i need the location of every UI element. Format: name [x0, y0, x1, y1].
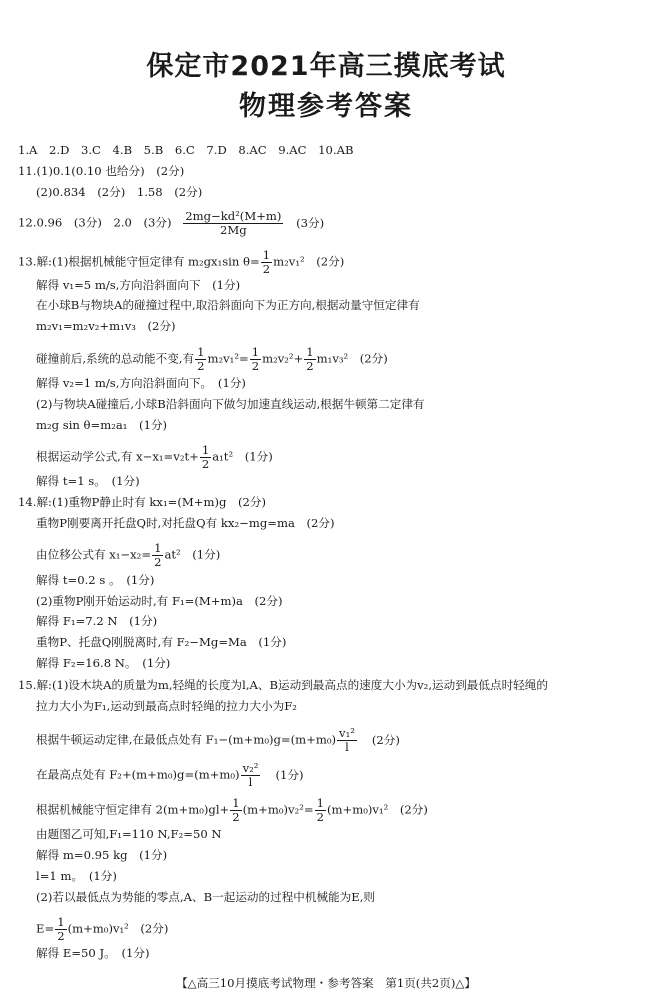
q13-line-b: m₂v₁² (2分) [273, 254, 345, 269]
answer-14-f1: 解得 F₁=7.2 N (1分) [36, 614, 158, 628]
answer-15-lowest [36, 727, 400, 754]
fraction-numerator: 1 [197, 345, 205, 359]
fraction-v2sq-l [241, 762, 261, 789]
fraction-half [55, 916, 66, 943]
q14-disp-b: at² (1分) [164, 547, 221, 562]
fraction-denominator: 2 [251, 359, 260, 373]
answer-15-e-result: 解得 E=50 J。 (1分) [36, 946, 150, 960]
fraction-denominator: 2 [154, 555, 162, 569]
fraction-q12 [183, 210, 283, 237]
fraction-numerator: 1 [57, 915, 65, 929]
q13-kinetic-b: m₂v₁²= [207, 351, 249, 366]
fraction-half [261, 249, 272, 276]
fraction-numerator: 1 [306, 345, 314, 359]
answer-12-score: (3分) [296, 215, 325, 230]
fraction-denominator: l [345, 740, 349, 754]
answer-15-length: l=1 m。 (1分) [36, 869, 117, 883]
fraction-numerator: 1 [232, 796, 240, 810]
answer-15-graph: 由题图乙可知,F₁=110 N,F₂=50 N [36, 827, 222, 841]
fraction-half [250, 346, 261, 373]
answer-15-part2: (2)若以最低点为势能的零点,A、B一起运动的过程中机械能为E,则 [36, 890, 375, 904]
fraction-denominator: 2Mg [219, 223, 247, 237]
answer-11-1: 11.(1)0.1(0.10 也给分) (2分) [18, 164, 185, 178]
answer-14-displacement [36, 542, 220, 569]
answer-11-2: (2)0.834 (2分) 1.58 (2分) [36, 185, 203, 199]
exam-title: 保定市2021年高三摸底考试 [146, 51, 506, 82]
fraction-half [195, 346, 206, 373]
q15-low-score: (2分) [371, 732, 400, 747]
fraction-numerator: 1 [154, 541, 162, 555]
q15-e-b: (m+m₀)v₁² (2分) [67, 921, 169, 936]
fraction-denominator: l [248, 775, 253, 789]
fraction-numerator: 1 [201, 443, 210, 457]
answer-15-setup-cont: 拉力大小为F₁,运动到最高点时轻绳的拉力大小为F₂ [36, 699, 297, 713]
fraction-numerator: 2mg−kd²(M+m) [185, 209, 282, 223]
answer-12 [18, 210, 324, 237]
q15-high-score: (1分) [275, 767, 304, 782]
q13-kin-b: a₁t² (1分) [212, 449, 273, 464]
answer-13-collision: 在小球B与物块A的碰撞过程中,取沿斜面向下为正方向,根据动量守恒定律有 [36, 298, 420, 312]
answer-14-separate: 重物P、托盘Q刚脱离时,有 F₂−Mg=Ma (1分) [36, 635, 287, 649]
q15-high-a: 在最高点处有 F₂+(m+m₀)g=(m+m₀) [36, 767, 240, 782]
fraction-half [152, 542, 163, 569]
answer-12-text: 12.0.96 (3分) 2.0 (3分) [18, 215, 172, 230]
fraction-denominator: 2 [232, 810, 240, 824]
q13-kinetic-a: 碰撞前后,系统的总动能不变,有 [36, 351, 195, 366]
q13-line-a: 13.解:(1)根据机械能守恒定律有 m₂gx₁sin θ= [18, 254, 260, 269]
answer-13-v2: 解得 v₂=1 m/s,方向沿斜面向下。 (1分) [36, 376, 246, 390]
answer-15-highest [36, 762, 303, 789]
q13-kinetic-d: m₁v₃² (2分) [316, 351, 388, 366]
answer-15-e-formula [36, 916, 168, 943]
answers-1-10: 1.A 2.D 3.C 4.B 5.B 6.C 7.D 8.AC 9.AC 10.AB [18, 143, 354, 157]
answer-15-setup: 15.解:(1)设木块A的质量为m,轻绳的长度为l,A、B运动到最高点的速度大小为v₂,运动到最低点时轻绳的 [18, 678, 548, 692]
answer-15-mass: 解得 m=0.95 kg (1分) [36, 848, 168, 862]
answer-14-static: 14.解:(1)重物P静止时有 kx₁=(M+m)g (2分) [18, 495, 266, 509]
answer-14-part2: (2)重物P刚开始运动时,有 F₁=(M+m)a (2分) [36, 594, 283, 608]
fraction-half [200, 444, 211, 471]
fraction-numerator: 1 [251, 345, 260, 359]
q13-kinetic-c: m₂v₂²+ [262, 351, 304, 366]
fraction-numerator: 1 [316, 796, 324, 810]
page-footer: 【△高三10月摸底考试物理・参考答案 第1页(共2页)△】 [176, 976, 476, 990]
q15-low-a: 根据牛顿运动定律,在最低点处有 F₁−(m+m₀)g=(m+m₀) [36, 732, 337, 747]
answer-14-t: 解得 t=0.2 s 。 (1分) [36, 573, 155, 587]
fraction-denominator: 2 [197, 359, 205, 373]
answer-13-kinematics [36, 444, 273, 471]
answer-15-energy [36, 797, 428, 824]
fraction-half [304, 346, 315, 373]
q14-disp-a: 由位移公式有 x₁−x₂= [36, 547, 152, 562]
fraction-denominator: 2 [201, 457, 210, 471]
fraction-denominator: 2 [57, 929, 65, 943]
q15-energy-c: (m+m₀)v₁² (2分) [327, 802, 428, 817]
q13-kin-a: 根据运动学公式,有 x−x₁=v₂t+ [36, 449, 199, 464]
fraction-numerator: 1 [262, 248, 271, 262]
fraction-denominator: 2 [316, 810, 324, 824]
answer-subtitle: 物理参考答案 [239, 91, 413, 122]
fraction-numerator: v₂² [242, 761, 259, 775]
fraction-denominator: 2 [306, 359, 314, 373]
fraction-v1sq-l [337, 727, 357, 754]
fraction-half [230, 797, 241, 824]
answer-13-t: 解得 t=1 s。 (1分) [36, 474, 140, 488]
answer-13-energy [18, 249, 344, 276]
answer-13-v1: 解得 v₁=5 m/s,方向沿斜面向下 (1分) [36, 278, 241, 292]
q15-energy-a: 根据机械能守恒定律有 2(m+m₀)gl+ [36, 802, 230, 817]
fraction-half [315, 797, 326, 824]
answer-14-f2: 解得 F₂=16.8 N。 (1分) [36, 656, 171, 670]
answer-13-newton: m₂g sin θ=m₂a₁ (1分) [36, 418, 168, 432]
q15-energy-b: (m+m₀)v₂²= [242, 802, 314, 817]
fraction-numerator: v₁² [339, 726, 355, 740]
fraction-denominator: 2 [262, 262, 271, 276]
answer-13-kinetic [36, 346, 388, 373]
answer-13-part2: (2)与物块A碰撞后,小球B沿斜面向下做匀加速直线运动,根据牛顿第二定律有 [36, 397, 425, 411]
q15-e-a: E= [36, 921, 55, 936]
answer-13-momentum: m₂v₁=m₂v₂+m₁v₃ (2分) [36, 319, 176, 333]
answer-14-leave: 重物P刚要离开托盘Q时,对托盘Q有 kx₂−mg=ma (2分) [36, 516, 335, 530]
